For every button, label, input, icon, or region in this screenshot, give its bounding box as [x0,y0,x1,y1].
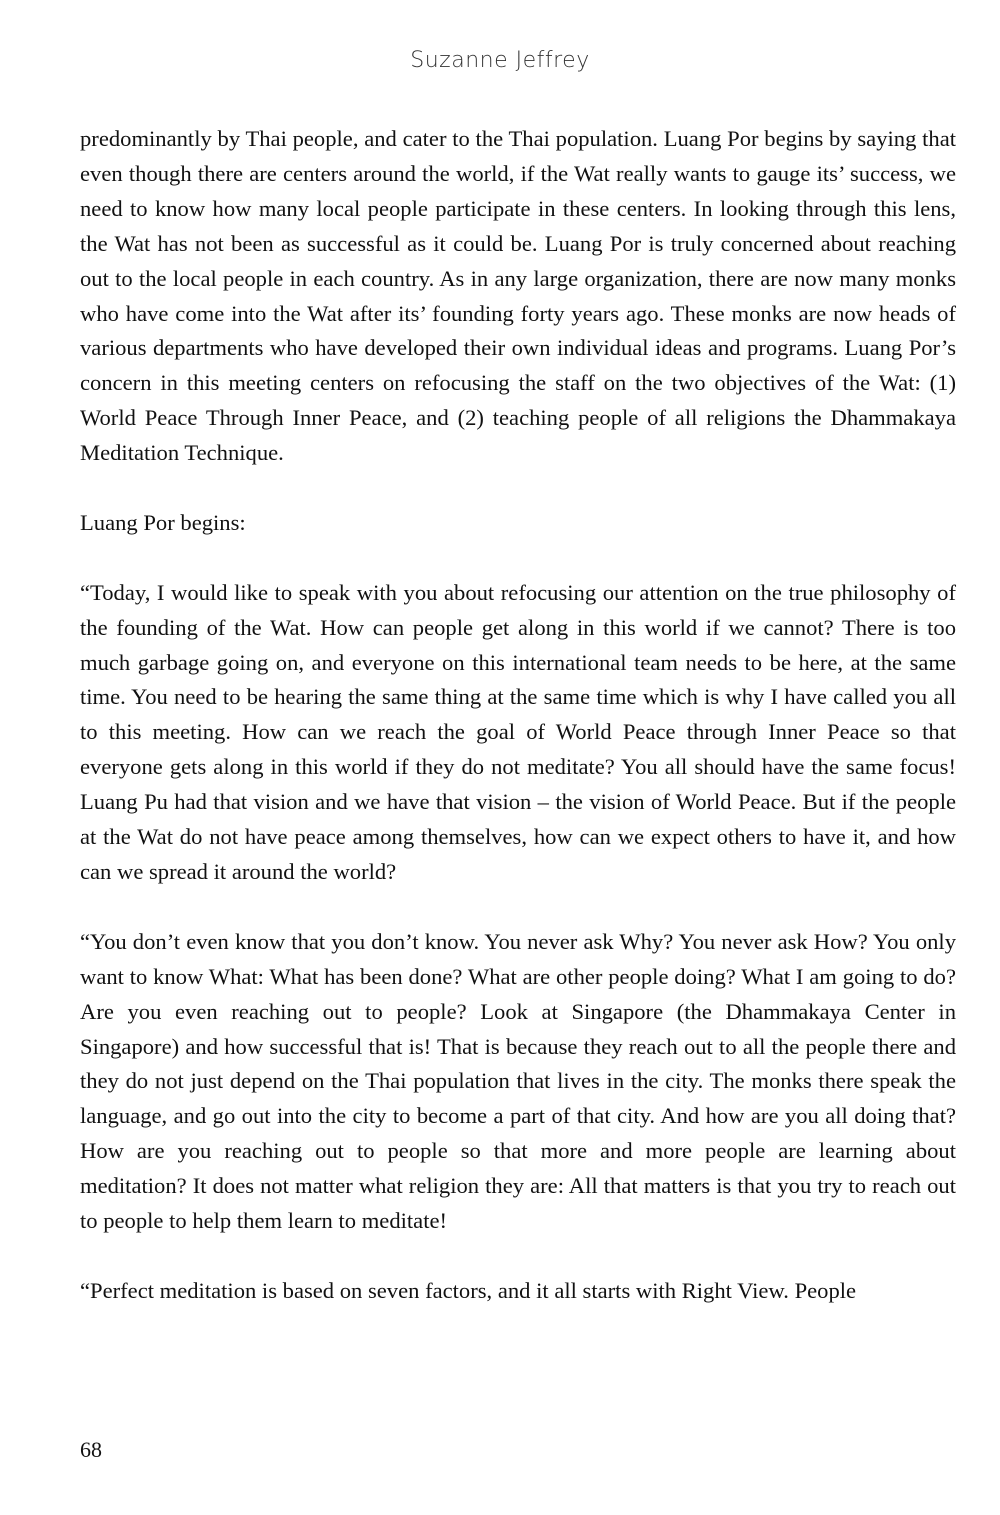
running-head: Suzanne Jeffrey [410,48,590,73]
paragraph: predominantly by Thai people, and cater to the Thai population. Luang Por begins by saying that even though there are centers around the world, if the Wat really wants to gauge its’ success, we need to know how many local people participate in these centers. In looking through this lens, the Wat has not been as successful as it could be. Luang Por is truly concerned about reaching out to the local people in each country. As in any large organization, there are now many monks who have come into the Wat after its’ founding forty years ago. These monks are now heads of various departments who have developed their own individual ideas and programs. Luang Por’s concern in this meeting centers on refocusing the staff on the two objectives of the Wat: (1) World Peace Through Inner Peace, and (2) teaching people of all religions the Dhammakaya Meditation Technique. [80,126,956,466]
paragraph: “You don’t even know that you don’t know. You never ask Why? You never ask How? You only want to know What: What has been done? What are other people doing? What I am going to do? Are you even reaching out to people? Look at Singapore (the Dhammakaya Center in Singapore) and how successful that is! That is because they reach out to all the people there and they do not just depend on the Thai population that lives in the city. The monks there speak the language, and go out into the city to become a part of that city. And how are you all doing that? How are you reaching out to people so that more and more people are learning about meditation? It does not matter what religion they are: All that matters is that you try to reach out to people to help them learn to meditate! [80,928,956,1234]
page-number: 68 [80,1437,102,1462]
paragraph: Luang Por begins: [80,509,246,535]
body-text [80,122,956,1309]
paragraph: “Today, I would like to speak with you about refocusing our attention on the true philosophy of the founding of the Wat. How can people get along in this world if we cannot? There is too much garbage going on, and everyone on this international team needs to be here, at the same time. You need to be hearing the same thing at the same time which is why I have called you all to this meeting. How can we reach the goal of World Peace through Inner Peace so that everyone gets along in this world if they do not meditate? You all should have the same focus! Luang Pu had that vision and we have that vision – the vision of World Peace. But if the people at the Wat do not have peace among themselves, how can we expect others to have it, and how can we spread it around the world? [80,579,956,884]
paragraph: “Perfect meditation is based on seven factors, and it all starts with Right View. People [80,1277,857,1303]
